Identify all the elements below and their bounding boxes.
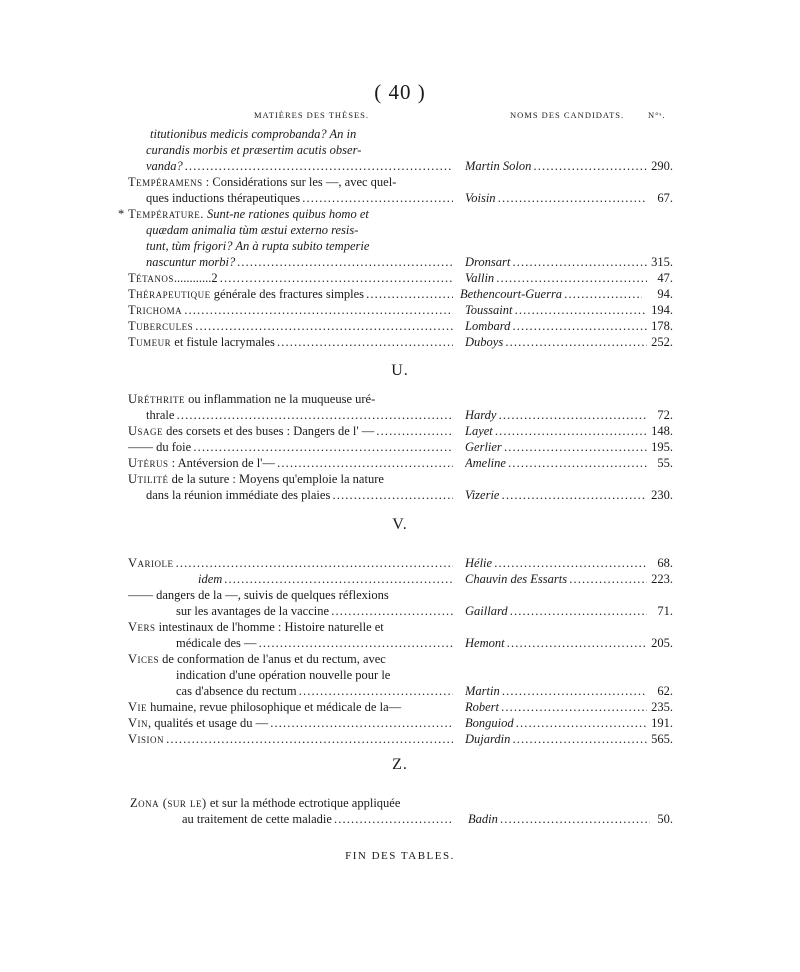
entry-text: humaine, revue philosophique et médicale de la— [147, 700, 402, 714]
entry-number: 148. [651, 424, 673, 438]
entry-subject [128, 715, 453, 731]
entry-number: 55. [657, 456, 673, 470]
entry-subject [128, 318, 453, 334]
entry-number: 50. [657, 812, 673, 826]
entry-candidate: Layet . . . [465, 423, 647, 439]
entry-row [128, 158, 673, 174]
entry-candidate: Chauvin des Essarts . . . [465, 571, 647, 587]
entry-text: ............2 [173, 271, 218, 285]
entry-heading: * Température. [118, 207, 204, 221]
entry-number: 252. [651, 335, 673, 349]
entry-row [128, 254, 673, 270]
entry-text: ou inflammation ne la muqueuse uré- [185, 392, 376, 406]
entry-row [128, 270, 673, 286]
entry-subject [128, 619, 458, 635]
entry-heading: Tubercules [128, 319, 194, 333]
entry-row [128, 487, 673, 503]
entry-text: intestinaux de l'homme : Histoire naturelle et [155, 620, 384, 634]
entry-row [128, 731, 673, 747]
entry-row [128, 795, 673, 811]
entry-text: des corsets et des buses : Dangers de l' — [163, 424, 375, 438]
entry-row [128, 423, 673, 439]
entry-candidate: Gaillard . . . [465, 603, 647, 619]
entry-candidate: Vizerie . . . [465, 487, 647, 503]
entry-row [128, 667, 673, 683]
entry-number: 94. [657, 287, 673, 301]
entry-subject: tunt, tùm frigori? An à rupta subito temperie [146, 239, 370, 253]
entry-candidate: Martin . . . [465, 683, 647, 699]
entry-subject: nascuntur morbi? . . . [146, 254, 453, 270]
entry-subject: titutionibus medicis comprobanda? An in [150, 127, 357, 141]
entry-subject [128, 471, 458, 487]
entry-row [128, 302, 673, 318]
entry-candidate: Dujardin . . . [465, 731, 647, 747]
entry-number: 71. [657, 604, 673, 618]
entry-subject [128, 286, 453, 302]
entry-number: 47. [657, 271, 673, 285]
entry-subject [128, 699, 458, 715]
entry-subject [128, 334, 453, 350]
entry-heading: Utilité [128, 472, 169, 486]
entry-subject: —— dangers de la —, suivis de quelques réflexions [128, 588, 389, 602]
entry-subject: dans la réunion immédiate des plaies . . . [146, 487, 453, 503]
entry-row [128, 334, 673, 350]
entry-text: : Antéversion de l'— [168, 456, 275, 470]
header-subjects: MATIÈRES DES THÈSES. [254, 110, 370, 120]
entry-candidate: Toussaint . . . [465, 302, 647, 318]
entry-row [128, 811, 673, 827]
entry-heading-paren: (sur le) [159, 796, 207, 810]
entry-candidate: Voisin . . . [465, 190, 647, 206]
entry-subject [118, 206, 458, 222]
entry-subject: —— du foie . . . [128, 439, 453, 455]
page-number: ( 40 ) [374, 80, 426, 104]
entry-candidate: Vallin . . . [465, 270, 647, 286]
entry-candidate: Hemont . . . [465, 635, 647, 651]
entry-candidate: Duboys . . . [465, 334, 647, 350]
entry-heading: Vin [128, 716, 149, 730]
entry-heading: Tumeur [128, 335, 172, 349]
entry-subject: indication d'une opération nouvelle pour le [176, 668, 391, 682]
entry-number: 72. [657, 408, 673, 422]
entry-row [118, 206, 673, 222]
entry-heading: Usage [128, 424, 164, 438]
entry-subject: cas d'absence du rectum . . . [176, 683, 453, 699]
entry-heading: Thérapeutique [128, 287, 211, 301]
entry-row [128, 174, 673, 190]
section-letter-z: Z. [392, 756, 408, 773]
entry-heading: Tempéramens [128, 175, 203, 189]
entry-subject [128, 174, 453, 190]
entry-row [128, 439, 673, 455]
entry-subject: sur les avantages de la vaccine . . . [176, 603, 453, 619]
entry-heading: Tétanos [128, 271, 174, 285]
entry-heading: Vie [128, 700, 148, 714]
entry-subject: au traitement de cette maladie . . . [182, 811, 453, 827]
entry-row [128, 555, 673, 571]
entry-text: Sunt-ne rationes quibus homo et [203, 207, 369, 221]
entry-subject [128, 555, 453, 571]
entry-heading: Zona [130, 796, 160, 810]
entry-heading: Vision [128, 732, 165, 746]
header-numbers: N°ˢ. [648, 110, 666, 120]
entry-candidate: Hélie . . . [465, 555, 647, 571]
section-letter-u: U. [391, 362, 409, 379]
entry-row [128, 238, 673, 254]
entry-text: , qualités et usage du — [148, 716, 269, 730]
entry-number: 62. [657, 684, 673, 698]
entry-subject: idem . . . [198, 571, 453, 587]
entry-text: de conformation de l'anus et du rectum, avec [159, 652, 386, 666]
entry-subject: vanda? . . . [146, 158, 453, 174]
entry-number: 223. [651, 572, 673, 586]
entry-subject: curandis morbis et præsertim acutis obser- [146, 143, 362, 157]
entry-number: 191. [651, 716, 673, 730]
entry-row [128, 142, 673, 158]
entry-number: 290. [651, 159, 673, 173]
entry-row [128, 571, 673, 587]
entry-subject [128, 270, 453, 286]
entry-text: de la suture : Moyens qu'emploie la nature [168, 472, 384, 486]
entry-subject [128, 302, 453, 318]
entry-row [128, 651, 673, 667]
entry-row [128, 715, 673, 731]
entry-text: : Considérations sur les —, avec quel- [202, 175, 397, 189]
entry-number: 68. [657, 556, 673, 570]
entry-row [128, 699, 673, 715]
entry-subject [128, 455, 453, 471]
entry-number: 195. [651, 440, 673, 454]
entry-candidate: Hardy . . . [465, 407, 647, 423]
entry-subject [128, 651, 458, 667]
entry-number: 565. [651, 732, 673, 746]
entry-row [128, 619, 673, 635]
entry-text: et fistule lacrymales [171, 335, 275, 349]
entry-heading: Trichoma [128, 303, 183, 317]
entry-number: 205. [651, 636, 673, 650]
entry-number: 67. [657, 191, 673, 205]
entry-candidate: Gerlier . . . [465, 439, 647, 455]
entry-number: 235. [651, 700, 673, 714]
entry-row [128, 286, 673, 302]
entry-subject [128, 423, 453, 439]
entry-subject: quædam animalia tùm æstui externo resis- [146, 223, 359, 237]
entry-heading: Vices [128, 652, 160, 666]
entry-subject: ques inductions thérapeutiques . . . [146, 190, 453, 206]
entry-text: générale des fractures simples [210, 287, 365, 301]
entry-subject: thrale . . . [146, 407, 453, 423]
entry-heading: Uréthrite [128, 392, 186, 406]
entry-row [128, 587, 673, 603]
entry-row [128, 455, 673, 471]
entry-candidate: Lombard . . . [465, 318, 647, 334]
entry-heading: Vers [128, 620, 156, 634]
entry-candidate: Bethencourt-Guerra . . . [460, 286, 642, 302]
entry-heading: Utérus [128, 456, 169, 470]
entry-row [128, 683, 673, 699]
entry-number: 315. [651, 255, 673, 269]
entry-row [128, 471, 673, 487]
entry-subject [130, 795, 460, 811]
entry-subject: médicale des — . . . [176, 635, 453, 651]
entry-subject [128, 731, 453, 747]
entry-row [128, 391, 673, 407]
entry-row [128, 635, 673, 651]
entry-candidate: Ameline . . . [465, 455, 647, 471]
entry-text: et sur la méthode ectrotique appliquée [206, 796, 401, 810]
entry-number: 178. [651, 319, 673, 333]
entry-row [128, 318, 673, 334]
entry-heading: Variole [128, 556, 174, 570]
section-letter-v: V. [392, 516, 408, 533]
entry-row [128, 407, 673, 423]
header-candidates: NOMS DES CANDIDATS. [510, 110, 625, 120]
entry-number: 194. [651, 303, 673, 317]
entry-row [128, 603, 673, 619]
entry-number: 230. [651, 488, 673, 502]
entry-row [128, 126, 673, 142]
entry-candidate: Dronsart . . . [465, 254, 647, 270]
end-of-tables-footer: FIN DES TABLES. [345, 850, 455, 862]
entry-candidate: Badin . . . [468, 811, 650, 827]
entry-candidate: Robert . . . [465, 699, 647, 715]
entry-subject [128, 391, 458, 407]
entry-row [128, 222, 673, 238]
entry-row [128, 190, 673, 206]
entry-candidate: Martin Solon . . . [465, 158, 647, 174]
entry-candidate: Bonguiod . . . [465, 715, 647, 731]
